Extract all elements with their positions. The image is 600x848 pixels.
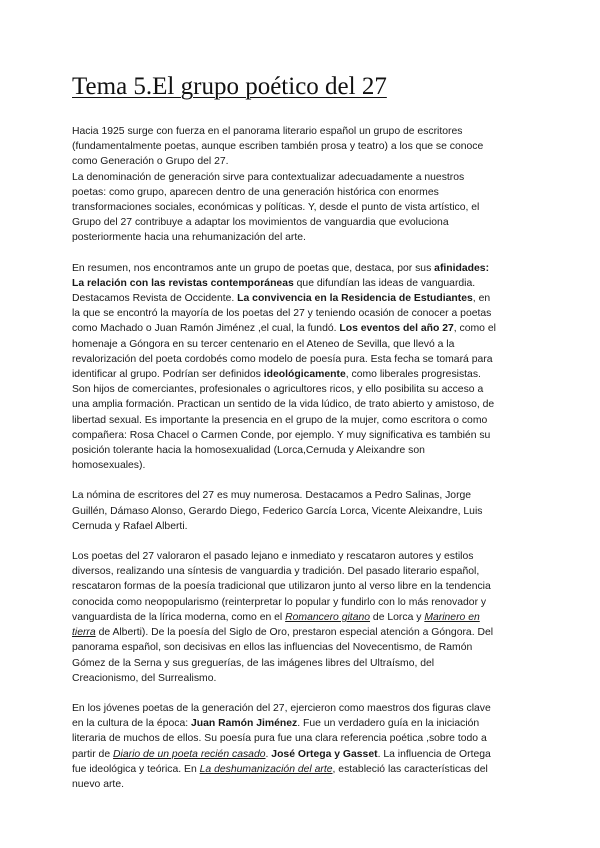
text-line: Guillén, Dámaso Alonso, Gerardo Diego, Federico García Lorca, Vicente Aleixandre, Luis: [72, 505, 483, 517]
bold-term: ideológicamente: [263, 369, 346, 381]
text-line: diversos, realizando una síntesis de vanguardia y tradición. Del pasado literario español,: [72, 566, 480, 578]
page-title: Tema 5.El grupo poético del 27: [72, 73, 387, 100]
text-line: compañera: Rosa Chacel o Carmen Conde, por ejemplo. Y muy significativa es también su: [72, 429, 491, 441]
text-line: Creacionismo, del Surrealismo.: [72, 672, 217, 684]
text-line: Hacia 1925 surge con fuerza en el panorama literario español un grupo de escritores: [72, 126, 463, 137]
paragraph-nomina: [72, 488, 532, 534]
text-run: como Machado o Juan Ramón Jiménez ,el cual, la fundó.: [72, 323, 340, 335]
text-run: identificar al grupo. Podrían ser definidos: [72, 369, 264, 381]
text-run: En resumen, nos encontramos ante un grupo de poetas que, destaca, por sus: [72, 262, 435, 274]
text-line: [72, 261, 532, 276]
text-line: nuevo arte.: [72, 778, 124, 790]
bold-term: La relación con las revistas contemporáneas: [72, 277, 294, 289]
text-run: , en: [472, 293, 491, 305]
text-line: [72, 762, 532, 777]
text-line: La denominación de generación sirve para contextualizar adecuadamente a nuestros: [72, 171, 465, 183]
text-line: transformaciones sociales, económicas y políticas. Y, desde el punto de vista artístico, el: [72, 202, 480, 214]
text-run: . Fue un verdadero guía en la iniciación: [297, 718, 480, 730]
text-line: la que se encontró la mayoría de los poetas del 27 y teniendo ocasión de conocer a poetas: [72, 308, 492, 320]
text-run: Destacamos Revista de Occidente.: [72, 293, 238, 305]
paragraph-gap: [72, 473, 532, 488]
book-title: tierra: [72, 627, 96, 639]
book-title: La deshumanización del arte: [199, 763, 333, 775]
book-title: Marinero en: [424, 611, 480, 623]
document-body: [72, 124, 532, 792]
text-run: , estableció las características del: [332, 763, 488, 775]
text-line: libertad sexual. Es importante la presencia en el grupo de la mujer, como escritora o como: [72, 414, 488, 426]
text-line: homosexuales).: [72, 460, 146, 472]
paragraph-tradicion: [72, 549, 532, 686]
bold-term: Juan Ramón Jiménez: [191, 718, 298, 730]
text-line: Son hijos de comerciantes, profesionales o agricultores ricos, y ello posibilita su acceso a: [72, 384, 484, 396]
text-line: [72, 291, 532, 306]
text-line: conocida como neopopularismo (reinterpretar lo popular y fundirlo con lo más renovador y: [72, 596, 487, 608]
book-title: Romancero gitano: [285, 611, 371, 623]
text-line: como Generación o Grupo del 27.: [72, 156, 229, 168]
paragraph-maestros: [72, 701, 532, 792]
text-line: Cernuda y Rafael Alberti.: [72, 520, 188, 532]
text-line: homenaje a Góngora en su tercer centenario en el Ateneo de Sevilla, que llevó a la: [72, 338, 455, 350]
text-run: , como liberales progresistas.: [345, 369, 481, 381]
bold-term: Los eventos del año 27: [339, 323, 454, 335]
text-line: posición tolerante hacia la homosexualidad (Lorca,Cernuda y Aleixandre son: [72, 445, 425, 457]
text-line: literaria de muchos de ellos. Su poesía pura fue una clara referencia poética ,sobre todo a: [72, 733, 487, 745]
text-line: La nómina de escritores del 27 es muy numerosa. Destacamos a Pedro Salinas, Jorge: [72, 490, 472, 502]
text-run: .: [265, 748, 272, 760]
text-line: Los poetas del 27 valoraron el pasado lejano e inmediato y rescataron autores y estilos: [72, 551, 474, 563]
paragraph-intro: [72, 124, 532, 246]
text-run: . La influencia de Ortega: [377, 748, 491, 760]
text-run: de Lorca y: [370, 611, 425, 623]
text-line: revalorización del poeta cordobés como modelo de poesía pura. Esta fecha se tomará para: [72, 353, 493, 365]
text-line: [72, 747, 532, 762]
paragraph-gap: [72, 534, 532, 549]
text-run: en la cultura de la época:: [72, 718, 191, 730]
bold-term: afinidades: [434, 262, 486, 274]
paragraph-gap: [72, 686, 532, 701]
text-line: posteriormente hacia una rehumanización del arte.: [72, 232, 306, 244]
text-run: fue ideológica y teórica. En: [72, 763, 200, 775]
text-line: Grupo del 27 contribuye a adaptar los movimientos de vanguardia que evoluciona: [72, 217, 449, 229]
bold-term: La convivencia en la Residencia de Estudiantes: [237, 293, 473, 305]
text-line: [72, 321, 532, 336]
text-run: , como el: [453, 323, 496, 335]
paragraph-afinidades: [72, 261, 532, 474]
text-line: Gómez de la Serna y sus greguerías, de las imágenes libres del Ultraísmo, del: [72, 657, 435, 669]
text-line: panorama español, son decisivas en ellos las influencias del Novecentismo, de Ramón: [72, 642, 473, 654]
text-line: [72, 716, 532, 731]
text-run: que difundían las ideas de vanguardia.: [293, 277, 476, 289]
bold-term: José Ortega y Gasset: [271, 748, 378, 760]
text-line: [72, 610, 532, 625]
text-line: (fundamentalmente poetas, aunque escriben también prosa y teatro) a los que se conoce: [72, 141, 484, 153]
text-line: rescataron formas de la poesía tradicional que utilizaron junto al verso libre en la tendencia: [72, 581, 491, 593]
text-line: [72, 276, 532, 291]
text-line: [72, 367, 532, 382]
text-run: partir de: [72, 748, 114, 760]
book-title: Diario de un poeta recién casado: [113, 748, 266, 760]
text-line: poetas: como grupo, aparecen dentro de una generación histórica con enormes: [72, 186, 439, 198]
text-line: una amplia formación. Practican un sentido de la vida lúdico, de trato abierto y amistoso, de: [72, 399, 495, 411]
text-run: vanguardista de la lírica moderna, como en el: [72, 611, 286, 623]
paragraph-gap: [72, 246, 532, 261]
text-run: de Alberti). De la poesía del Siglo de Oro, prestaron especial atención a Góngora. Del: [95, 627, 494, 639]
text-line: En los jóvenes poetas de la generación del 27, ejercieron como maestros dos figuras clave: [72, 702, 491, 714]
text-run: :: [485, 262, 490, 274]
text-line: [72, 625, 532, 640]
